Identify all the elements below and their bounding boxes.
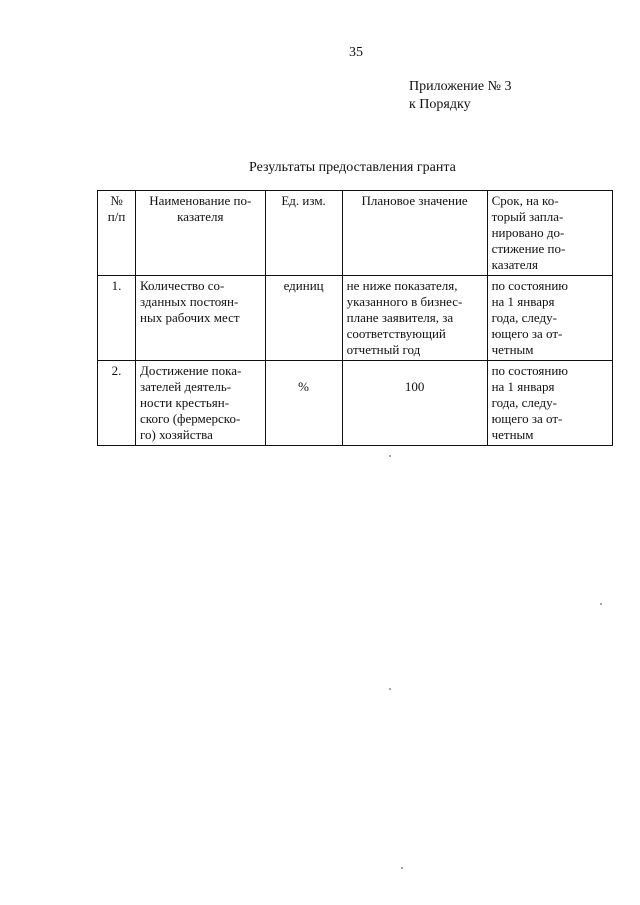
appendix-line-1: Приложение № 3 xyxy=(409,79,512,94)
header-number: № п/п xyxy=(98,191,136,276)
indicator-name: Количество со- зданных постоян- ных рабочих мест xyxy=(136,276,266,361)
row-number: 1. xyxy=(98,276,136,361)
results-table xyxy=(97,190,613,446)
scan-speck xyxy=(401,867,403,869)
unit: единиц xyxy=(265,276,342,361)
row-number: 2. xyxy=(98,361,136,446)
page-number: 35 xyxy=(349,45,363,60)
deadline: по состоянию на 1 января года, следу- ющего за от- четным xyxy=(487,276,612,361)
scan-speck xyxy=(600,603,602,605)
appendix-caption xyxy=(409,78,512,114)
header-deadline: Срок, на ко- торый запла- нировано до- стижение по- казателя xyxy=(487,191,612,276)
header-indicator-name: Наименование по- казателя xyxy=(136,191,266,276)
header-unit: Ед. изм. xyxy=(265,191,342,276)
scan-speck xyxy=(389,688,391,690)
document-title: Результаты предоставления гранта xyxy=(249,160,456,175)
table-row xyxy=(98,276,613,361)
deadline: по состоянию на 1 января года, следу- ющего за от- четным xyxy=(487,361,612,446)
scan-speck xyxy=(389,455,391,457)
table-header-row xyxy=(98,191,613,276)
planned-value: 100 xyxy=(342,361,487,446)
indicator-name: Достижение пока- зателей деятель- ности крестьян- ского (фермерско- го) хозяйства xyxy=(136,361,266,446)
unit: % xyxy=(265,361,342,446)
table-row xyxy=(98,361,613,446)
appendix-line-2: к Порядку xyxy=(409,97,471,112)
header-planned-value: Плановое значение xyxy=(342,191,487,276)
planned-value: не ниже показателя, указанного в бизнес- плане заявителя, за соответствующий отчетный год xyxy=(342,276,487,361)
